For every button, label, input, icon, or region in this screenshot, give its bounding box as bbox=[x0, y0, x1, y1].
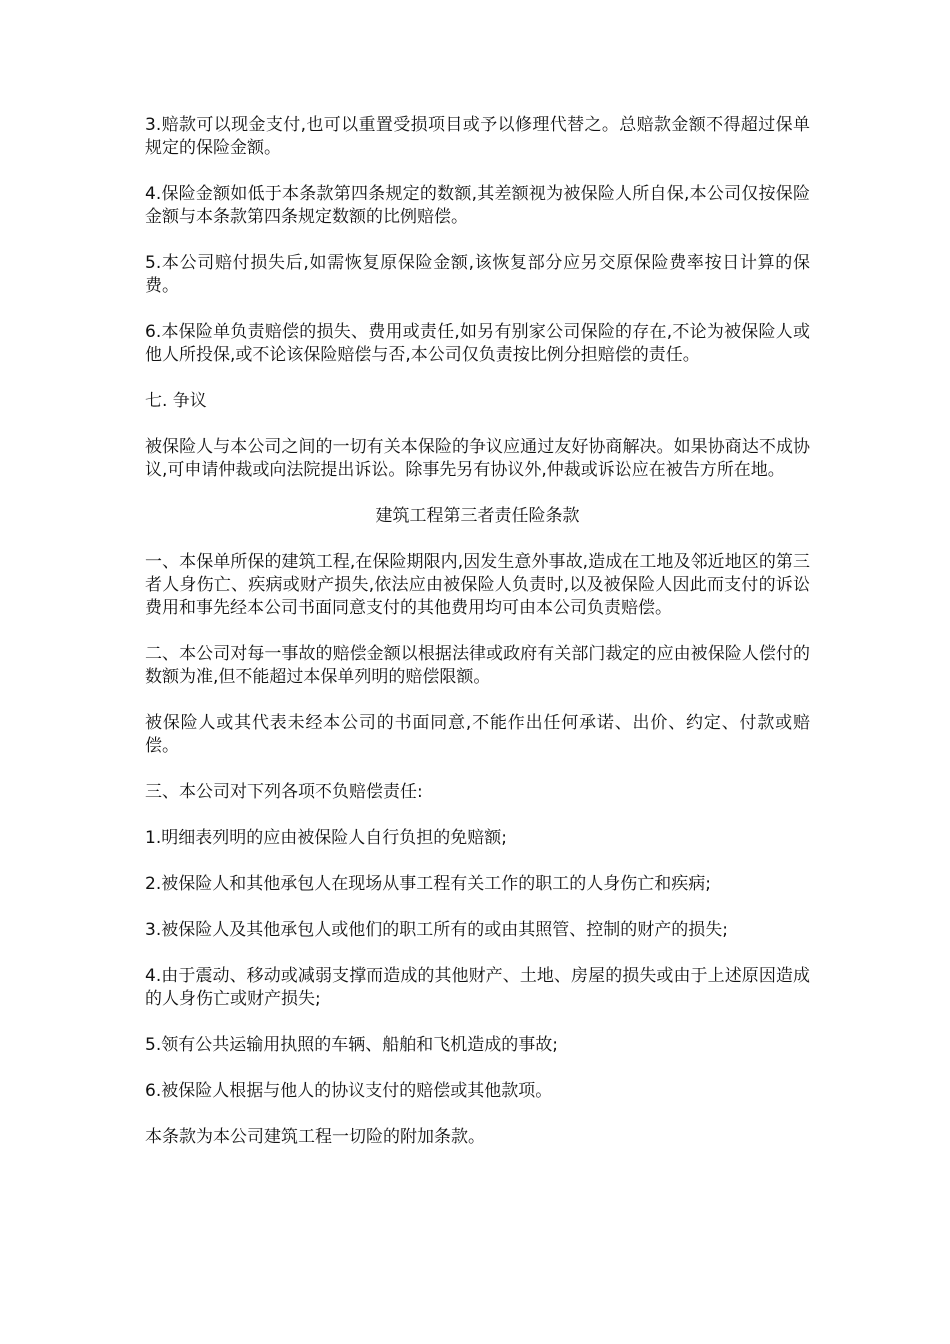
document-page bbox=[145, 114, 810, 1172]
clause-6-contribution: 6.本保险单负责赔偿的损失、费用或责任,如另有别家公司保险的存在,不论为被保险人或他人所投保,或不论该保险赔偿与否,本公司仅负责按比例分担赔偿的责任。 bbox=[145, 322, 810, 365]
tpl-clause-3-heading: 三、本公司对下列各项不负赔偿责任: bbox=[145, 782, 423, 802]
clause-5-reinstatement: 5.本公司赔付损失后,如需恢复原保险金额,该恢复部分应另交原保险费率按日计算的保费。 bbox=[145, 253, 810, 296]
tpl-clause-2-note: 被保险人或其代表未经本公司的书面同意,不能作出任何承诺、出价、约定、付款或赔偿。 bbox=[145, 713, 810, 756]
exclusion-1: 1.明细表列明的应由被保险人自行负担的免赔额; bbox=[145, 828, 507, 848]
exclusion-2: 2.被保险人和其他承包人在现场从事工程有关工作的职工的人身伤亡和疾病; bbox=[145, 874, 711, 894]
exclusion-5: 5.领有公共运输用执照的车辆、船舶和飞机造成的事故; bbox=[145, 1035, 558, 1055]
closing-note: 本条款为本公司建筑工程一切险的附加条款。 bbox=[145, 1127, 485, 1147]
exclusion-6: 6.被保险人根据与他人的协议支付的赔偿或其他款项。 bbox=[145, 1081, 553, 1101]
clause-3-payment: 3.赔款可以现金支付,也可以重置受损项目或予以修理代替之。总赔款金额不得超过保单规定的保险金额。 bbox=[145, 115, 810, 158]
clause-4-underinsurance: 4.保险金额如低于本条款第四条规定的数额,其差额视为被保险人所自保,本公司仅按保险金额与本条款第四条规定数额的比例赔偿。 bbox=[145, 184, 810, 227]
section-title-third-party-liability: 建筑工程第三者责任险条款 bbox=[375, 506, 580, 526]
exclusion-4: 4.由于震动、移动或减弱支撑而造成的其他财产、土地、房屋的损失或由于上述原因造成的人身伤亡或财产损失; bbox=[145, 966, 810, 1009]
tpl-clause-2: 二、本公司对每一事故的赔偿金额以根据法律或政府有关部门裁定的应由被保险人偿付的数额为准,但不能超过本保单列明的赔偿限额。 bbox=[145, 644, 810, 687]
dispute-paragraph: 被保险人与本公司之间的一切有关本保险的争议应通过友好协商解决。如果协商达不成协议,可申请仲裁或向法院提出诉讼。除事先另有协议外,仲裁或诉讼应在被告方所在地。 bbox=[145, 437, 810, 480]
exclusion-3: 3.被保险人及其他承包人或他们的职工所有的或由其照管、控制的财产的损失; bbox=[145, 920, 728, 940]
section-heading-dispute: 七. 争议 bbox=[145, 391, 207, 411]
tpl-clause-1: 一、本保单所保的建筑工程,在保险期限内,因发生意外事故,造成在工地及邻近地区的第三者人身伤亡、疾病或财产损失,依法应由被保险人负责时,以及被保险人因此而支付的诉讼费用和事先经本公司书面同意支付的其他费用均可由本公司负责赔偿。 bbox=[145, 552, 810, 618]
